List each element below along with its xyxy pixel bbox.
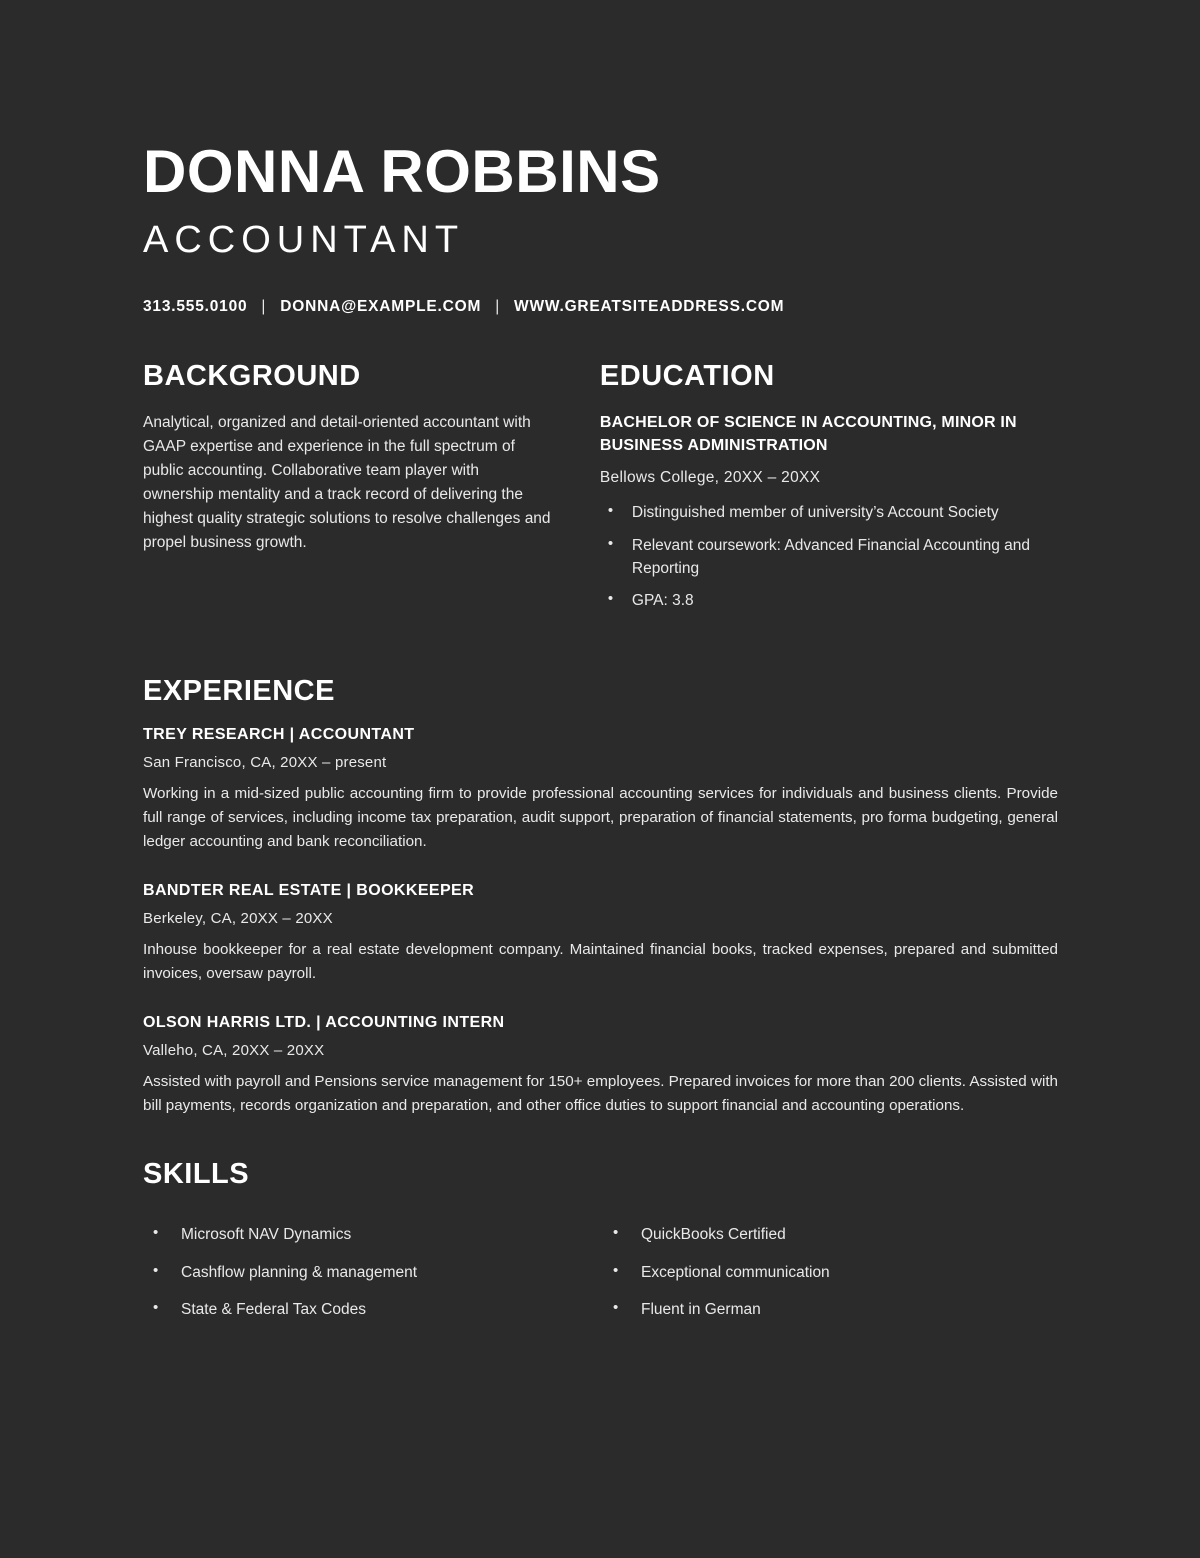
experience-job-description: Assisted with payroll and Pensions service management for 150+ employees. Prepared invoices for more than 200 clients. Assisted with bill payments, records organization and preparation, and other office duties to support financial and accounting operations. [143,1073,1058,1115]
job-role-subtitle: ACCOUNTANT [143,219,465,261]
education-section [600,360,1063,621]
experience-item [143,726,1063,854]
experience-job-meta: Valleho, CA, 20XX – 20XX [143,1042,325,1060]
skills-heading: SKILLS [143,1158,250,1191]
resume-content [143,0,1063,1335]
contact-bar [143,298,1063,316]
page-title: DONNA ROBBINS [143,138,661,205]
list-item: • Fluent in German [603,1298,1063,1321]
education-degree: BACHELOR OF SCIENCE IN ACCOUNTING, MINOR IN BUSINESS ADMINISTRATION [599,414,1017,455]
list-item: • State & Federal Tax Codes [143,1298,603,1321]
skills-section [143,1158,1063,1335]
background-section [143,360,552,621]
experience-job-title: TREY RESEARCH | ACCOUNTANT [143,726,415,744]
list-item: • Microsoft NAV Dynamics [143,1223,603,1246]
background-text: Analytical, organized and detail-oriented accountant with GAAP expertise and experience in the full spectrum of public accounting. Collaborative team player with ownership mentality and a track record of delivering the highest quality strategic solutions to resolve challenges and propel business growth. [143,414,551,552]
education-heading: EDUCATION [599,360,775,392]
skills-column-right [603,1209,1063,1335]
top-columns [143,360,1063,621]
contact-separator-1: | [261,298,267,315]
education-bullet-list [600,501,1063,612]
experience-heading: EXPERIENCE [143,675,335,708]
contact-separator-2: | [495,298,501,315]
experience-job-title: OLSON HARRIS LTD. | ACCOUNTING INTERN [143,1014,505,1032]
experience-job-description: Inhouse bookkeeper for a real estate development company. Maintained financial books, tracked expenses, prepared and submitted invoices, oversaw payroll. [143,941,1058,983]
experience-job-title: BANDTER REAL ESTATE | BOOKKEEPER [143,882,475,900]
experience-section [143,675,1063,1118]
skills-column-left [143,1209,603,1335]
skills-columns [143,1209,1063,1335]
skills-list-left [143,1223,603,1321]
contact-email[interactable]: DONNA@EXAMPLE.COM [280,298,482,315]
experience-job-meta: San Francisco, CA, 20XX – present [143,754,387,772]
experience-item [143,882,1063,986]
skills-list-right [603,1223,1063,1321]
list-item: • Relevant coursework: Advanced Financial Accounting and Reporting [600,534,1063,581]
list-item: • Cashflow planning & management [143,1261,603,1284]
experience-job-meta: Berkeley, CA, 20XX – 20XX [143,910,333,928]
experience-job-description: Working in a mid-sized public accounting firm to provide professional accounting services for individuals and business clients. Provide full range of services, including income tax preparation, audit support, preparation of financial statements, pro forma budgeting, general ledger accounting and bank reconciliation. [143,785,1058,851]
contact-phone[interactable]: 313.555.0100 [143,298,248,315]
list-item: • Distinguished member of university’s Account Society [600,501,1063,524]
list-item: • Exceptional communication [603,1261,1063,1284]
contact-website[interactable]: WWW.GREATSITEADDRESS.COM [514,298,785,315]
education-school: Bellows College, 20XX – 20XX [599,469,821,487]
list-item: • QuickBooks Certified [603,1223,1063,1246]
list-item: • GPA: 3.8 [600,589,1063,612]
experience-item [143,1014,1063,1118]
background-heading: BACKGROUND [143,360,361,392]
